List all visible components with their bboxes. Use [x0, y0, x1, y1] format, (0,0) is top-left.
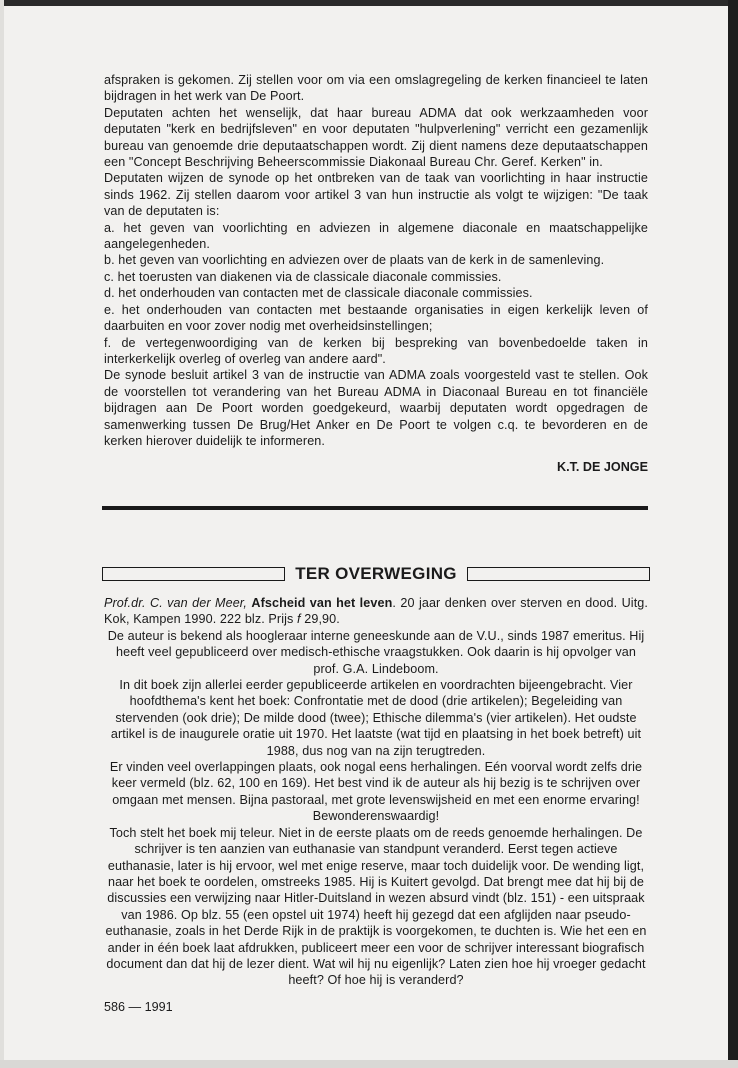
- section-title: TER OVERWEGING: [295, 564, 457, 583]
- scan-edge-right: [728, 0, 738, 1068]
- paragraph: Deputaten wijzen de synode op het ontbreken van de taak van voorlichting in haar instructie sinds 1962. Zij stellen daarom voor artikel 3 van hun instructie als volgt te wijzigen: "De taak van de deputaten is:: [104, 171, 648, 219]
- list-item: e. het onderhouden van contacten met bestaande organisaties in eigen kerkelijk leven of daarbuiten en voor zover nodig met overheidsinstellingen;: [104, 302, 648, 334]
- scan-edge-top: [0, 0, 738, 6]
- paragraph: In dit boek zijn allerlei eerder gepubliceerde artikelen en voordrachten bijeengebracht. Vier hoofdthema's kent het boek: Confrontatie met de dood (drie artikelen); Begeleiding van stervenden (ook drie); De milde dood (twee); Ethische dilemma's (vier artikelen). Het oudste artikel is de inaugurele oratie uit 1970. Het laatste (wat tijd en plaatsing in het boek betreft) uit 1988, dus nog van na zijn terugtreden.: [110, 678, 642, 758]
- section-header: [102, 564, 650, 584]
- list-item: d. het onderhouden van contacten met de classicale diaconale commissies.: [104, 286, 533, 301]
- scan-edge-bottom: [0, 1060, 738, 1068]
- book-citation: [104, 595, 648, 628]
- paragraph: De synode besluit artikel 3 van de instructie van ADMA zoals voorgesteld vast te stellen. Ook de voorstellen tot verandering van het Bureau ADMA in Diaconaal Bureau en tot financiële bijdragen aan De Poort worden goedgekeurd, waarbij deputaten wordt opgedragen de samenwerking tussen De Brug/Het Anker en De Poort te volgen c.q. te bevorderen en de kerken hierover duidelijk te informeren.: [104, 368, 648, 448]
- review-author: Prof.dr. C. van der Meer,: [104, 596, 248, 610]
- report-body: [104, 72, 648, 449]
- list-item: f. de vertegenwoordiging van de kerken bij bespreking van bovenbedoelde taken in interkerkelijk overleg of overleg van andere aard".: [104, 335, 648, 366]
- citation-details: . 20 jaar denken over sterven en dood. Uitg. Kok, Kampen 1990. 222 blz. Prijs: [104, 596, 648, 627]
- paragraph: afspraken is gekomen. Zij stellen voor om via een omslagregeling de kerken financieel te laten bijdragen in het werk van De Poort.: [104, 73, 648, 104]
- page-number: 586 — 1991: [104, 1000, 173, 1014]
- price: 29,90.: [304, 612, 340, 627]
- header-decoration-left: [102, 567, 285, 581]
- paragraph: Toch stelt het boek mij teleur. Niet in de eerste plaats om de reeds genoemde herhalingen. De schrijver is ten aanzien van euthanasie van standpunt veranderd. Eerst tegen actieve euthanasie, later is hij ervoor, wel met enige reserve, maar toch duidelijk voor. De wending ligt, naar het boek te oordelen, omstreeks 1985. Hij is Kuitert gevolgd. Dat brengt mee dat hij bij de discussies een verwijzing naar Hitler-Duitsland in wezen absurd vindt (blz. 151) - een uitspraak van 1986. Op blz. 55 (een opstel uit 1974) heeft hij gezegd dat een afglijden naar pseudo-euthanasie, zoals in het Derde Rijk in de praktijk is voorgekomen, te duchten is. Wie het een en ander in één boek laat afdrukken, publiceert meer een voor de schrijver interessant biografisch document dan dat hij de lezer dient. Wat wil hij nu eigenlijk? Laten zien hoe hij vroeger gedacht heeft? Of hoe hij is veranderd?: [105, 825, 647, 988]
- header-decoration-right: [467, 567, 650, 581]
- section-divider: [102, 506, 648, 510]
- review-body: [104, 595, 648, 989]
- list-item: c. het toerusten van diakenen via de classicale diaconale commissies.: [104, 269, 502, 284]
- paragraph: Deputaten achten het wenselijk, dat haar bureau ADMA dat ook werkzaamheden voor deputaten "kerk en bedrijfsleven" en voor deputaten "hulpverlening" verricht een gezamenlijk bureau van genoemde drie deputaatschappen wordt. Zij dient namens deze deputaatschappen een "Concept Beschrijving Beheerscommissie Diakonaal Bureau Chr. Geref. Kerken" in.: [104, 105, 648, 170]
- list-item: b. het geven van voorlichting en adviezen over de plaats van de kerk in de samenleving.: [104, 253, 605, 268]
- scan-edge-left: [0, 0, 4, 1068]
- book-title: Afscheid van het leven: [251, 596, 393, 610]
- author-signature: K.T. DE JONGE: [557, 460, 648, 474]
- paragraph: De auteur is bekend als hoogleraar interne geneeskunde aan de V.U., sinds 1987 emeritus. Hij heeft veel gepubliceerd over medisch-ethische vraagstukken. Ook daarin is hij opvolger van prof. G.A. Lindeboom.: [107, 628, 645, 676]
- paragraph: Er vinden veel overlappingen plaats, ook nogal eens herhalingen. Eén voorval wordt zelfs drie keer vermeld (blz. 62, 100 en 169). Het best vind ik de auteur als hij bezig is te schrijven over omgaan met mensen. Bijna pastoraal, met grote levenswijsheid en met een enorme ervaring! Bewonderenswaardig!: [109, 760, 643, 824]
- price-symbol: f: [297, 612, 301, 627]
- list-item: a. het geven van voorlichting en adviezen in algemene diaconale en maatschappelijke aangelegenheden.: [104, 220, 648, 252]
